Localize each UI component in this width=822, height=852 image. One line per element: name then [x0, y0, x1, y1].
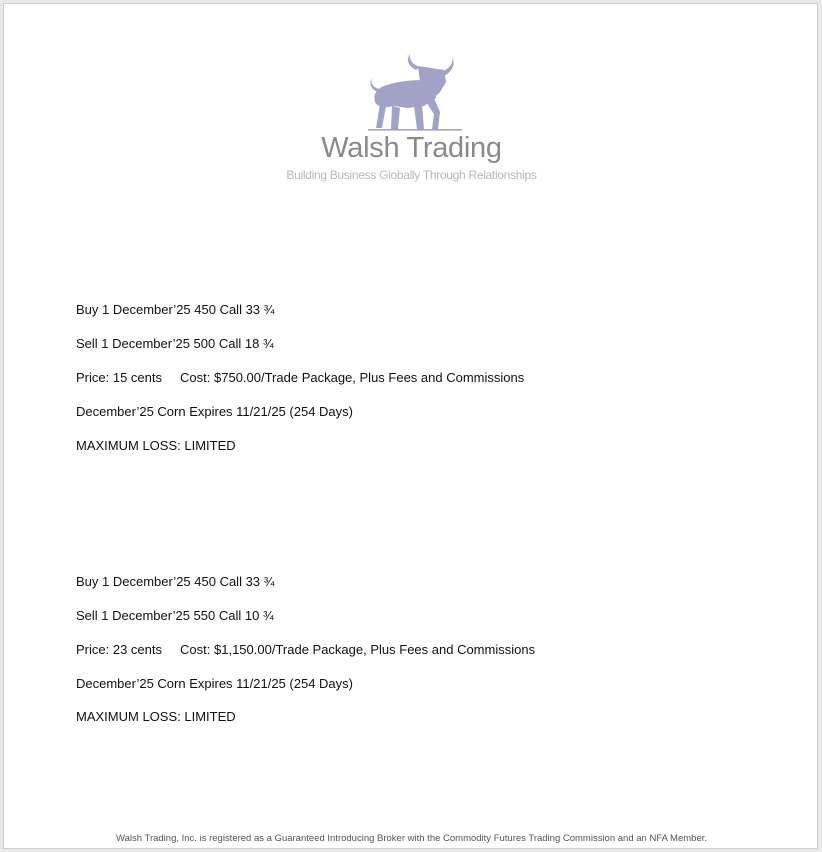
trade-2-expiry-line: December’25 Corn Expires 11/21/25 (254 Days) [76, 676, 353, 691]
trade-1-price-line: Price: 15 cents Cost: $750.00/Trade Package, Plus Fees and Commissions [76, 370, 525, 385]
trade-1-buy-line: Buy 1 December’25 450 Call 33 ¾ [76, 302, 275, 317]
trade-2-price-line: Price: 23 cents Cost: $1,150.00/Trade Package, Plus Fees and Commissions [76, 642, 536, 657]
bull-logo-icon [364, 52, 468, 134]
brand-name: Walsh Trading [321, 132, 502, 164]
brand-tagline: Building Business Globally Through Relationships [286, 168, 537, 182]
trade-2-buy-line: Buy 1 December’25 450 Call 33 ¾ [76, 574, 275, 589]
footer-disclaimer: Walsh Trading, Inc. is registered as a Guaranteed Introducing Broker with the Commodity Futures Trading Commission and an NFA Member. [115, 833, 708, 844]
trade-1-sell-line: Sell 1 December’25 500 Call 18 ¾ [76, 336, 274, 351]
trade-2-max-loss-line: MAXIMUM LOSS: LIMITED [76, 709, 236, 724]
trade-1-max-loss-line: MAXIMUM LOSS: LIMITED [76, 438, 236, 453]
trade-1-expiry-line: December’25 Corn Expires 11/21/25 (254 Days) [76, 404, 353, 419]
trade-2-sell-line: Sell 1 December’25 550 Call 10 ¾ [76, 608, 274, 623]
document-page [3, 3, 818, 849]
